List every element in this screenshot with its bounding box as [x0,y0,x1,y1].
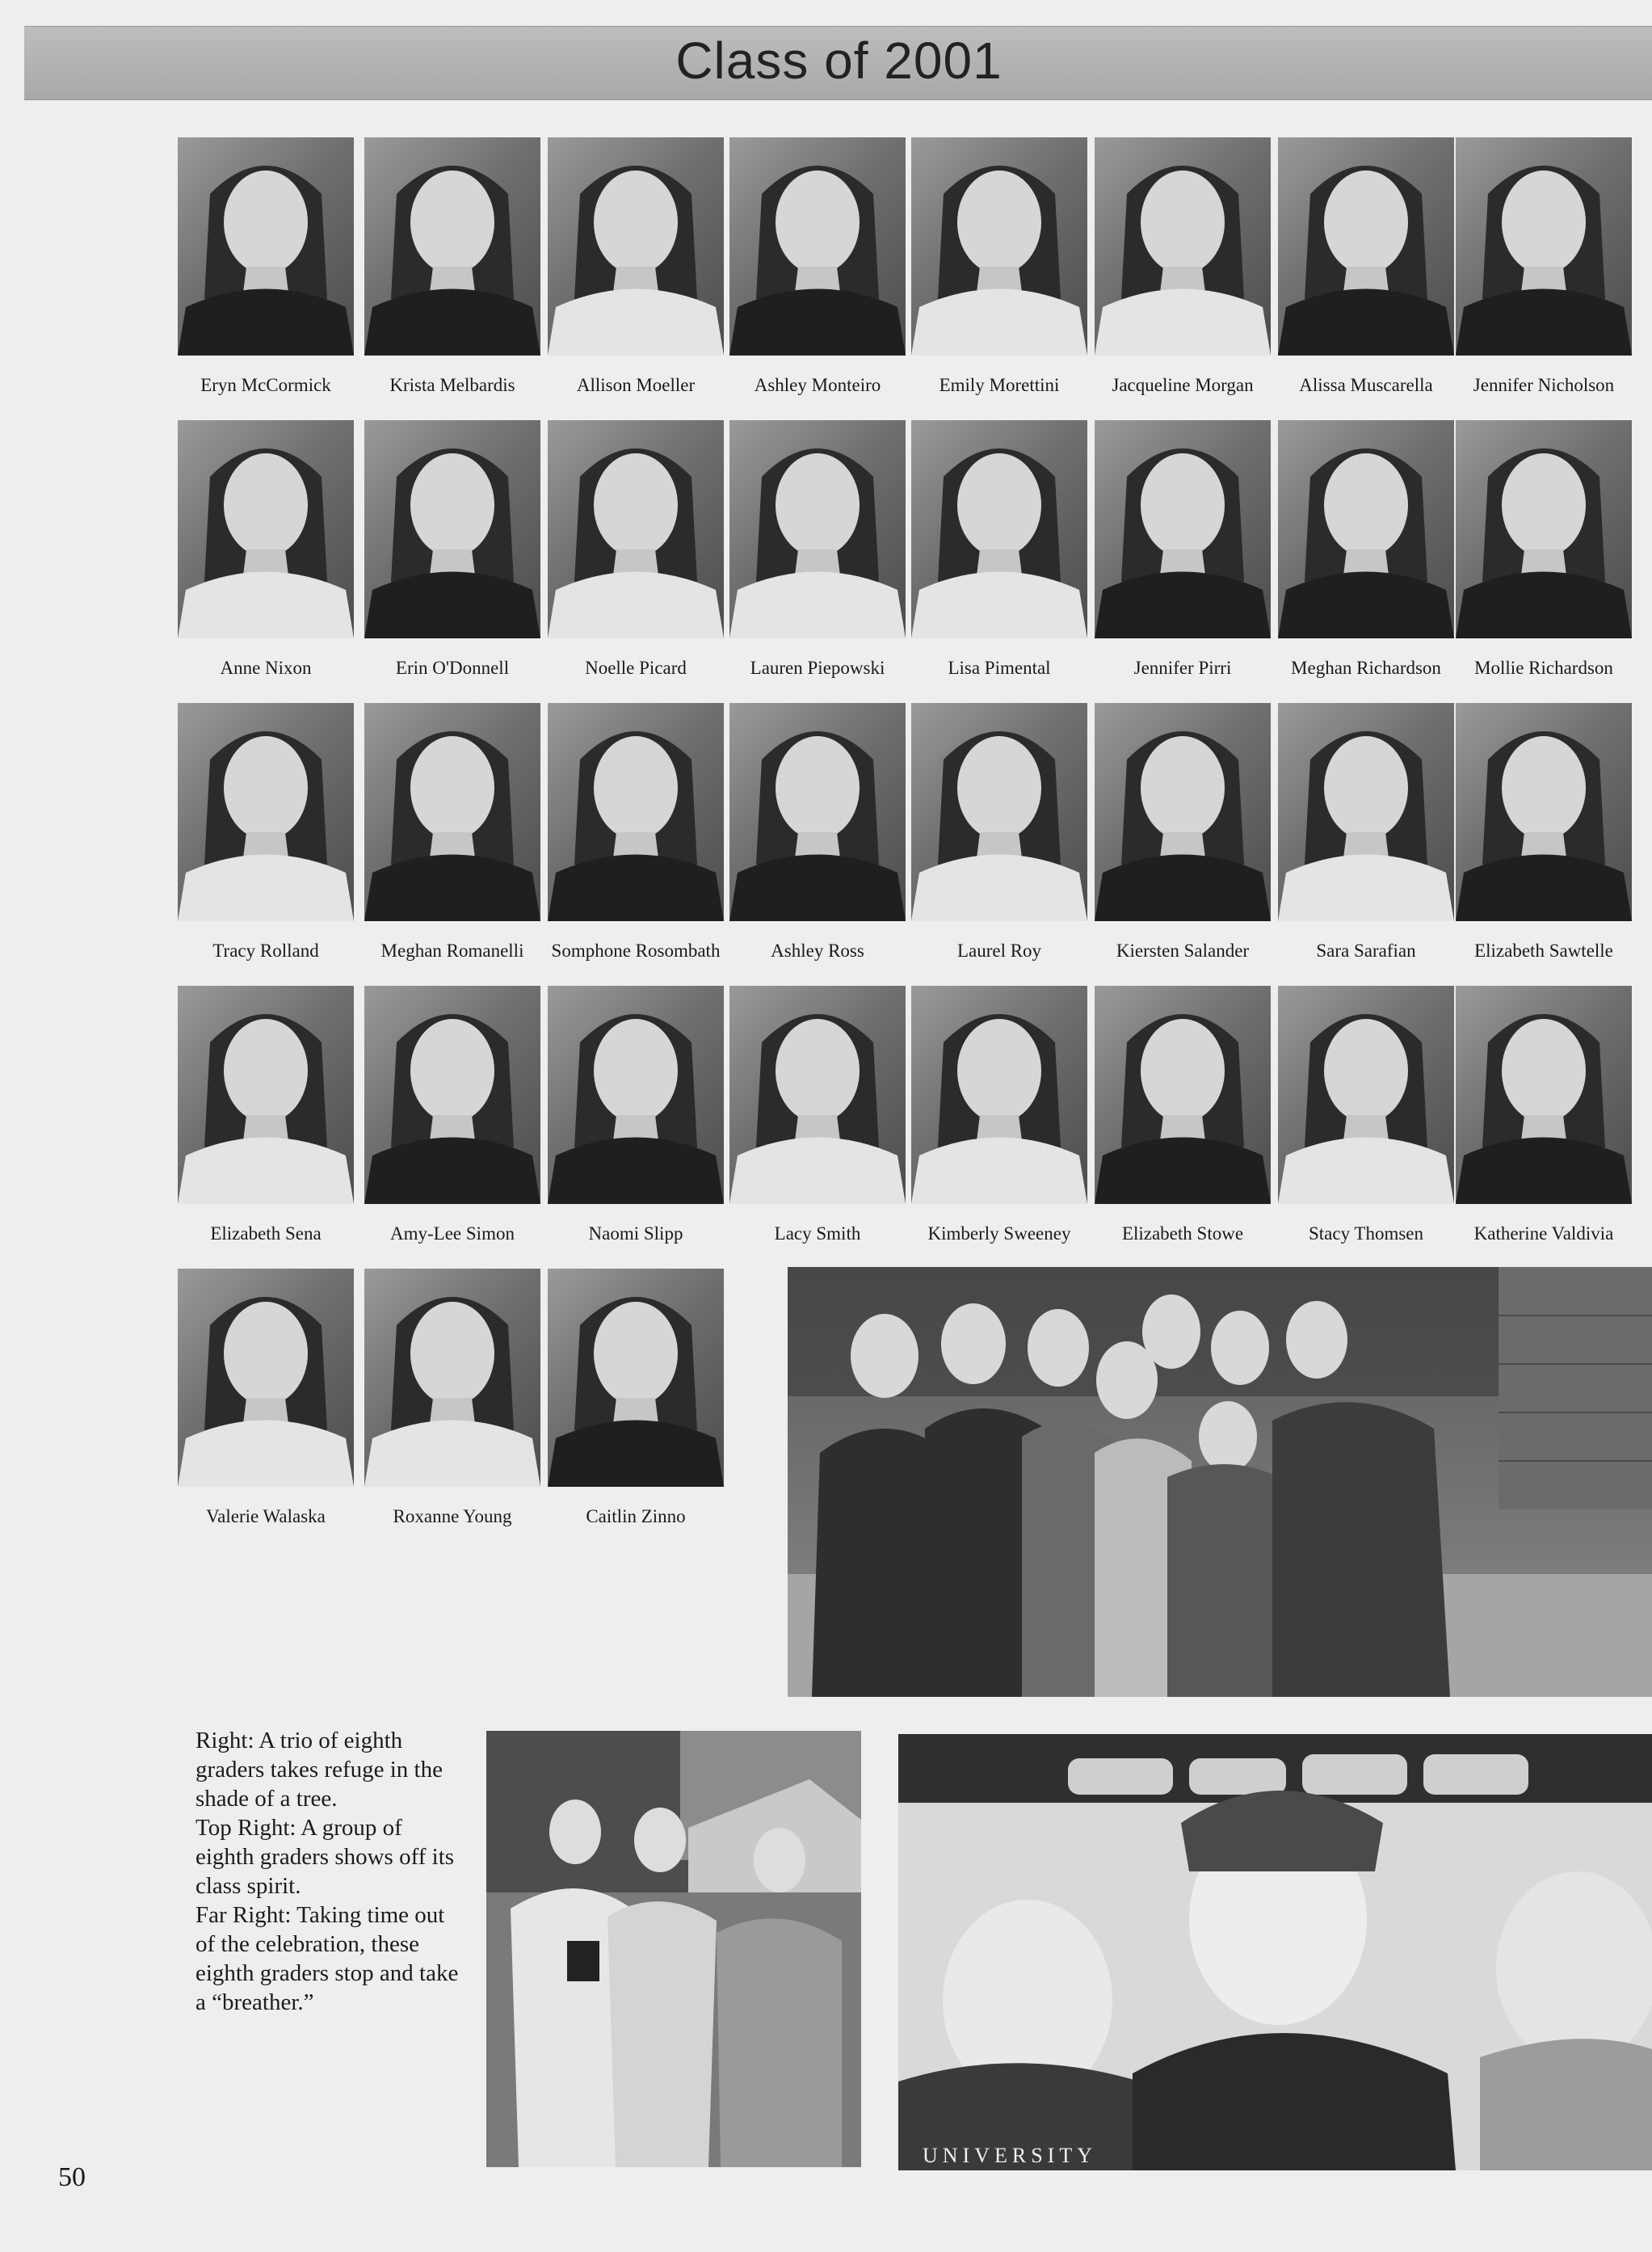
trio-photo [486,1731,861,2167]
portrait-photo [364,703,540,921]
portrait-photo [364,420,540,638]
portrait-photo [178,420,354,638]
portrait-name: Naomi Slipp [588,1223,683,1244]
portrait-photo [1456,420,1632,638]
portrait-photo [364,986,540,1204]
portrait-photo [1278,137,1454,356]
portrait-name: Meghan Romanelli [380,941,524,961]
portrait-name: Ashley Monteiro [754,375,881,395]
portrait-name: Elizabeth Sawtelle [1474,941,1613,961]
portrait-name: Ashley Ross [771,941,864,961]
portrait-name: Emily Morettini [939,375,1060,395]
portrait-name: Kiersten Salander [1116,941,1250,961]
portrait-name: Allison Moeller [576,375,696,395]
portrait-name: Katherine Valdivia [1473,1223,1614,1244]
portrait-name: Roxanne Young [393,1506,512,1526]
friends-photo [898,1734,1652,2170]
portrait-name: Sara Sarafian [1316,941,1416,961]
portrait-photo [729,420,906,638]
portrait-photo [548,137,724,356]
portrait-photo [1095,420,1271,638]
portrait-name: Kimberly Sweeney [927,1223,1071,1244]
photo-caption [195,1726,462,2017]
portrait-photo [911,137,1087,356]
portrait-photo [548,986,724,1204]
portrait-name: Jennifer Nicholson [1473,375,1615,395]
caption-far-right: Far Right: Taking time out of the celebration, these eighth graders stop and take a “breather.” [195,1902,459,2015]
portrait-photo [729,986,906,1204]
portrait-name: Tracy Rolland [212,941,319,961]
page-title: Class of 2001 [675,32,1003,90]
portrait-name: Mollie Richardson [1474,658,1613,678]
portrait-name: Jacqueline Morgan [1112,375,1254,395]
portrait-name: Eryn McCormick [200,375,331,395]
portrait-photo [1456,986,1632,1204]
portrait-photo [1095,986,1271,1204]
portrait-photo [1095,703,1271,921]
portrait-name: Caitlin Zinno [586,1506,686,1526]
portrait-name: Lauren Piepowski [750,658,885,678]
portrait-name: Somphone Rosombath [551,941,721,961]
portrait-photo [364,1269,540,1487]
portrait-name: Elizabeth Stowe [1121,1223,1244,1244]
portrait-photo [178,137,354,356]
portrait-photo [548,1269,724,1487]
portrait-name: Lisa Pimental [948,658,1051,678]
portrait-name: Jennifer Pirri [1133,658,1232,678]
portrait-name: Elizabeth Sena [210,1223,322,1244]
portrait-name: Alissa Muscarella [1299,375,1433,395]
portrait-photo [911,703,1087,921]
page-number: 50 [58,2162,86,2192]
portrait-photo [178,703,354,921]
portrait-name: Amy-Lee Simon [390,1223,515,1244]
portrait-name: Laurel Roy [956,941,1042,961]
portrait-photo [364,137,540,356]
portrait-name: Anne Nixon [220,658,312,678]
portrait-name: Lacy Smith [774,1223,861,1244]
caption-right: Right: A trio of eighth graders takes refuge in the shade of a tree. [195,1728,443,1812]
portrait-photo [178,986,354,1204]
portrait-name: Stacy Thomsen [1308,1223,1424,1244]
portrait-photo [1456,703,1632,921]
university-shirt-text: UNIVERSITY [923,2144,1097,2167]
portrait-photo [911,986,1087,1204]
portrait-name: Noelle Picard [585,658,687,678]
portrait-photo [729,137,906,356]
portrait-name: Krista Melbardis [389,375,515,395]
portrait-photo [548,703,724,921]
portrait-name: Meghan Richardson [1291,658,1441,678]
portrait-name: Erin O'Donnell [395,658,510,678]
portrait-photo [178,1269,354,1487]
portrait-photo [911,420,1087,638]
group-photo [788,1267,1652,1697]
caption-top-right: Top Right: A group of eighth graders shows off its class spirit. [195,1815,455,1899]
portrait-photo [1278,986,1454,1204]
portrait-photo [1456,137,1632,356]
portrait-photo [729,703,906,921]
portrait-name: Valerie Walaska [206,1506,326,1526]
portrait-photo [548,420,724,638]
portrait-photo [1278,420,1454,638]
portrait-photo [1095,137,1271,356]
portrait-photo [1278,703,1454,921]
